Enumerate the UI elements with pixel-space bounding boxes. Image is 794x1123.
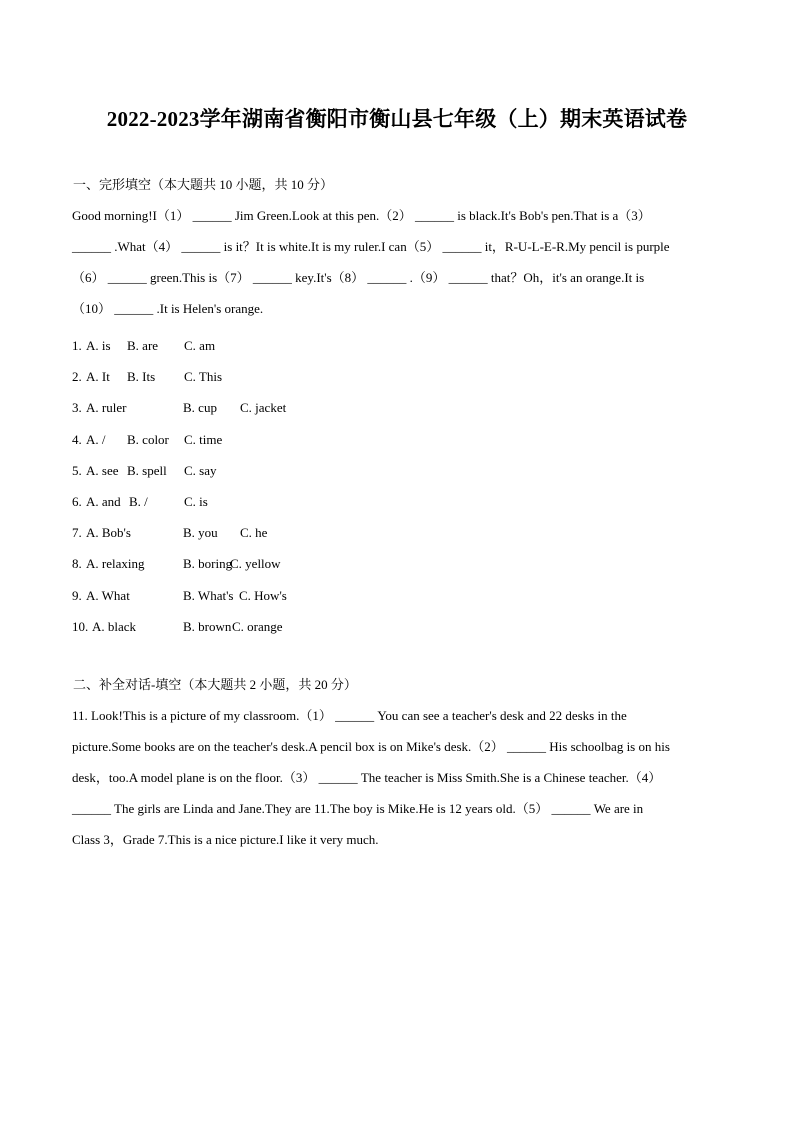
section1-passage xyxy=(72,200,727,324)
option-a: A. / xyxy=(86,431,106,447)
option-c: C. time xyxy=(184,431,223,447)
question-number: 10. xyxy=(72,618,89,634)
passage-line: Class 3，Grade 7.This is a nice picture.I like it very much. xyxy=(72,832,379,847)
option-b: B. you xyxy=(183,525,218,541)
passage-line: 11. Look!This is a picture of my classroom.（1） ______ You can see a teacher's desk and 22 desks in the xyxy=(72,708,627,723)
option-a: A. It xyxy=(86,369,110,385)
option-c: C. is xyxy=(184,493,208,509)
option-b: B. brown xyxy=(183,618,232,634)
question-number: 9. xyxy=(72,587,82,603)
question-number: 2. xyxy=(72,369,82,385)
option-b: B. boring xyxy=(183,556,233,572)
option-b: B. What's xyxy=(183,587,234,603)
section2-passage xyxy=(72,700,727,855)
option-a: A. and xyxy=(86,493,121,509)
document-title: 2022-2023学年湖南省衡阳市衡山县七年级（上）期末英语试卷 xyxy=(106,107,688,131)
option-b: B. cup xyxy=(183,400,217,416)
option-a: A. relaxing xyxy=(86,556,145,572)
passage-line: picture.Some books are on the teacher's desk.A pencil box is on Mike's desk.（2） ______ His schoolbag is on his xyxy=(72,739,670,754)
passage-line: （6） ______ green.This is（7） ______ key.It's（8） ______ .（9） ______ that？Oh，it's an orange.It is xyxy=(72,270,645,285)
option-c: C. yellow xyxy=(230,556,281,572)
question-number: 6. xyxy=(72,493,82,509)
option-a: A. ruler xyxy=(86,400,127,416)
option-a: A. Bob's xyxy=(86,525,131,541)
passage-line: ______ The girls are Linda and Jane.They are 11.The boy is Mike.He is 12 years old.（5） ______ We are in xyxy=(72,801,644,816)
option-c: C. How's xyxy=(239,587,287,603)
option-a: A. black xyxy=(92,618,137,634)
option-b: B. Its xyxy=(127,369,156,385)
option-c: C. am xyxy=(184,338,216,353)
option-a: A. see xyxy=(86,462,119,478)
question-number: 3. xyxy=(72,400,82,416)
question-number: 8. xyxy=(72,556,82,572)
section2-heading: 二、补全对话-填空（本大题共 2 小题，共 20 分） xyxy=(73,677,357,692)
question-number: 1. xyxy=(72,338,82,353)
option-a: A. is xyxy=(86,338,111,353)
option-c: C. he xyxy=(240,525,268,541)
option-c: C. say xyxy=(184,462,217,478)
passage-line: desk，too.A model plane is on the floor.（3） ______ The teacher is Miss Smith.She is a Chinese teacher.（4） xyxy=(72,770,662,785)
option-a: A. What xyxy=(86,587,130,603)
passage-line: ______ .What（4） ______ is it？It is white.It is my ruler.I can（5） ______ it，R-U-L-E-R.My pencil is purple xyxy=(72,239,670,254)
option-c: C. jacket xyxy=(240,400,287,416)
question-number: 4. xyxy=(72,431,82,447)
option-c: C. This xyxy=(184,369,223,385)
question-number: 7. xyxy=(72,525,82,541)
option-c: C. orange xyxy=(232,618,283,634)
section1-heading: 一、完形填空（本大题共 10 小题，共 10 分） xyxy=(73,177,334,192)
passage-line: （10） ______ .It is Helen's orange. xyxy=(72,301,264,316)
option-b: B. / xyxy=(129,493,148,509)
option-b: B. color xyxy=(127,431,169,447)
passage-line: Good morning!I（1） ______ Jim Green.Look at this pen.（2） ______ is black.It's Bob's pen.That is a（3） xyxy=(72,208,651,223)
question-number: 5. xyxy=(72,462,82,478)
option-b: B. spell xyxy=(127,462,167,478)
option-b: B. are xyxy=(127,338,159,353)
